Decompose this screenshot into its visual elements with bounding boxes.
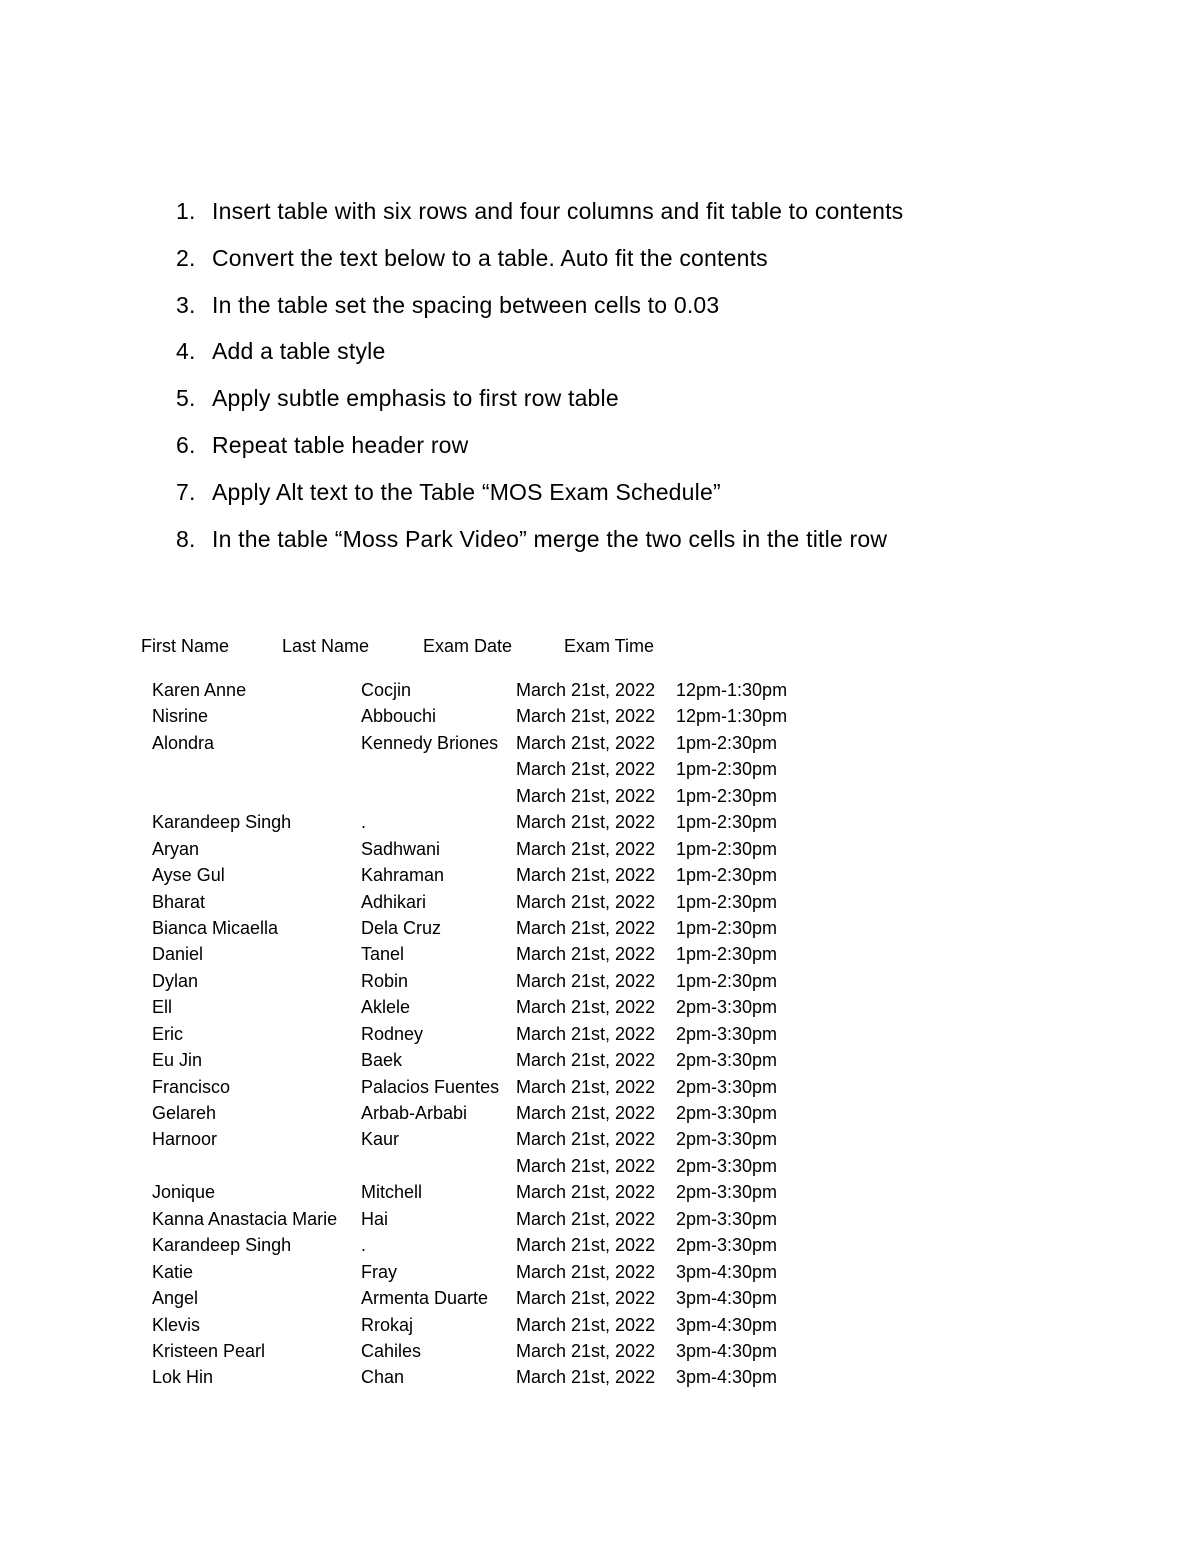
instruction-text: Convert the text below to a table. Auto fit the contents [212, 244, 768, 271]
instruction-text: Apply subtle emphasis to first row table [212, 385, 619, 412]
exam-time-cell: 3pm-4:30pm [676, 1340, 778, 1361]
exam-date-cell: March 21st, 2022 [516, 1076, 656, 1097]
exam-time-cell: 12pm-1:30pm [676, 680, 788, 700]
instruction-number: 4. [176, 338, 196, 365]
instruction-item [176, 336, 903, 383]
last-name-cell: Chan [361, 1367, 405, 1388]
first-name-cell: Eu Jin [152, 1050, 203, 1071]
instruction-text: In the table set the spacing between cells to 0.03 [212, 291, 720, 318]
last-name-cell: Tanel [361, 944, 405, 965]
first-name-cell: Daniel [152, 944, 204, 965]
first-name-cell: Harnoor [152, 1129, 218, 1150]
instruction-number: 6. [176, 431, 196, 458]
exam-time-cell: 2pm-3:30pm [676, 1129, 778, 1150]
last-name-cell: Kahraman [361, 865, 445, 886]
instruction-item [176, 290, 903, 337]
exam-time-cell: 1pm-2:30pm [676, 812, 778, 833]
exam-date-cell: March 21st, 2022 [516, 1129, 656, 1150]
first-name-cell: Bianca Micaella [152, 917, 279, 938]
exam-date-cell: March 21st, 2022 [516, 997, 656, 1018]
instruction-number: 8. [176, 525, 196, 552]
exam-date-cell: March 21st, 2022 [516, 944, 656, 965]
first-name-cell: Eric [152, 1023, 183, 1044]
first-name-cell: Klevis [152, 1314, 201, 1335]
exam-time-cell: 1pm-2:30pm [676, 865, 778, 886]
exam-time-cell: 1pm-2:30pm [676, 785, 778, 806]
last-name-cell: . [361, 812, 367, 833]
instruction-number: 7. [176, 478, 196, 505]
exam-date-cell: March 21st, 2022 [516, 680, 656, 700]
last-name-cell: . [361, 1235, 367, 1256]
header-exam-date: Exam Date [423, 636, 513, 656]
exam-time-cell: 1pm-2:30pm [676, 917, 778, 938]
last-name-cell: Dela Cruz [361, 917, 442, 938]
exam-time-cell: 2pm-3:30pm [676, 1235, 778, 1256]
instruction-text: Apply Alt text to the Table “MOS Exam Schedule” [212, 478, 721, 505]
first-name-cell: Alondra [152, 732, 215, 753]
header-first-name: First Name [141, 636, 230, 656]
last-name-cell: Cahiles [361, 1340, 422, 1361]
last-name-cell: Palacios Fuentes [361, 1076, 500, 1097]
last-name-cell: Adhikari [361, 891, 427, 912]
last-name-cell: Arbab-Arbabi [361, 1103, 468, 1123]
exam-time-cell: 2pm-3:30pm [676, 1076, 778, 1097]
last-name-cell: Hai [361, 1208, 389, 1229]
first-name-cell: Nisrine [152, 706, 209, 727]
first-name-cell: Ell [152, 997, 173, 1018]
exam-date-cell: March 21st, 2022 [516, 891, 656, 912]
first-name-cell: Karandeep Singh [152, 1235, 292, 1256]
exam-date-cell: March 21st, 2022 [516, 785, 656, 806]
instruction-item [176, 477, 903, 524]
instruction-item [176, 383, 903, 430]
exam-date-cell: March 21st, 2022 [516, 865, 656, 886]
first-name-cell: Kanna Anastacia Marie [152, 1208, 338, 1229]
exam-time-cell: 1pm-2:30pm [676, 759, 778, 780]
last-name-cell: Robin [361, 970, 409, 991]
exam-time-cell: 2pm-3:30pm [676, 1208, 778, 1229]
last-name-cell: Rrokaj [361, 1314, 414, 1335]
last-name-cell: Cocjin [361, 680, 412, 700]
exam-date-cell: March 21st, 2022 [516, 812, 656, 833]
exam-time-cell: 12pm-1:30pm [676, 706, 788, 727]
exam-date-cell: March 21st, 2022 [516, 759, 656, 780]
first-name-cell: Lok Hin [152, 1367, 214, 1388]
exam-date-cell: March 21st, 2022 [516, 838, 656, 859]
header-last-name: Last Name [282, 636, 370, 656]
exam-date-cell: March 21st, 2022 [516, 1288, 656, 1309]
exam-date-cell: March 21st, 2022 [516, 706, 656, 727]
last-name-cell: Kaur [361, 1129, 400, 1150]
first-name-cell: Angel [152, 1288, 199, 1309]
instruction-item [176, 196, 903, 243]
last-name-cell: Sadhwani [361, 838, 441, 859]
exam-date-cell: March 21st, 2022 [516, 1235, 656, 1256]
first-name-cell: Karandeep Singh [152, 812, 292, 833]
exam-time-cell: 1pm-2:30pm [676, 891, 778, 912]
exam-time-cell: 2pm-3:30pm [676, 997, 778, 1018]
exam-time-cell: 2pm-3:30pm [676, 1182, 778, 1203]
last-name-cell: Rodney [361, 1023, 424, 1044]
instruction-list [176, 196, 903, 570]
exam-time-cell: 2pm-3:30pm [676, 1103, 778, 1123]
exam-date-cell: March 21st, 2022 [516, 1314, 656, 1335]
instruction-number: 2. [176, 244, 196, 271]
first-name-cell: Ayse Gul [152, 865, 225, 886]
last-name-cell: Fray [361, 1261, 397, 1282]
exam-time-cell: 2pm-3:30pm [676, 1155, 778, 1176]
exam-date-cell: March 21st, 2022 [516, 1155, 656, 1176]
first-name-cell: Katie [152, 1261, 194, 1282]
instruction-text: Insert table with six rows and four columns and fit table to contents [212, 198, 904, 224]
first-name-cell: Jonique [152, 1182, 216, 1203]
last-name-cell: Kennedy Briones [361, 732, 499, 753]
first-name-cell: Aryan [152, 838, 200, 859]
exam-time-cell: 1pm-2:30pm [676, 944, 778, 965]
instruction-number: 3. [176, 291, 196, 318]
exam-date-cell: March 21st, 2022 [516, 917, 656, 938]
exam-date-cell: March 21st, 2022 [516, 1367, 656, 1388]
instruction-text: In the table “Moss Park Video” merge the two cells in the title row [212, 525, 888, 552]
exam-time-cell: 1pm-2:30pm [676, 732, 778, 753]
exam-date-cell: March 21st, 2022 [516, 1103, 656, 1123]
exam-date-cell: March 21st, 2022 [516, 1208, 656, 1229]
exam-date-cell: March 21st, 2022 [516, 732, 656, 753]
last-name-cell: Armenta Duarte [361, 1288, 489, 1309]
first-name-cell: Bharat [152, 891, 206, 912]
instruction-item [176, 430, 903, 477]
instruction-item [176, 524, 903, 571]
exam-date-cell: March 21st, 2022 [516, 1261, 656, 1282]
exam-time-cell: 3pm-4:30pm [676, 1261, 778, 1282]
last-name-cell: Abbouchi [361, 706, 437, 727]
instruction-text: Add a table style [212, 338, 386, 365]
instruction-item [176, 243, 903, 290]
first-name-cell: Karen Anne [152, 680, 247, 700]
instruction-text: Repeat table header row [212, 431, 469, 458]
exam-time-cell: 2pm-3:30pm [676, 1050, 778, 1071]
exam-time-cell: 3pm-4:30pm [676, 1288, 778, 1309]
header-exam-time: Exam Time [564, 636, 655, 656]
first-name-cell: Kristeen Pearl [152, 1340, 266, 1361]
first-name-cell: Dylan [152, 970, 199, 991]
exam-date-cell: March 21st, 2022 [516, 1340, 656, 1361]
first-name-cell: Gelareh [152, 1103, 217, 1123]
exam-date-cell: March 21st, 2022 [516, 1023, 656, 1044]
exam-date-cell: March 21st, 2022 [516, 970, 656, 991]
exam-date-cell: March 21st, 2022 [516, 1182, 656, 1203]
instruction-number: 1. [176, 198, 196, 224]
exam-time-cell: 2pm-3:30pm [676, 1023, 778, 1044]
exam-time-cell: 1pm-2:30pm [676, 838, 778, 859]
first-name-cell: Francisco [152, 1076, 231, 1097]
exam-time-cell: 1pm-2:30pm [676, 970, 778, 991]
exam-date-cell: March 21st, 2022 [516, 1050, 656, 1071]
exam-time-cell: 3pm-4:30pm [676, 1314, 778, 1335]
exam-time-cell: 3pm-4:30pm [676, 1367, 778, 1388]
last-name-cell: Baek [361, 1050, 403, 1071]
last-name-cell: Mitchell [361, 1182, 423, 1203]
instruction-number: 5. [176, 385, 196, 412]
last-name-cell: Aklele [361, 997, 411, 1018]
